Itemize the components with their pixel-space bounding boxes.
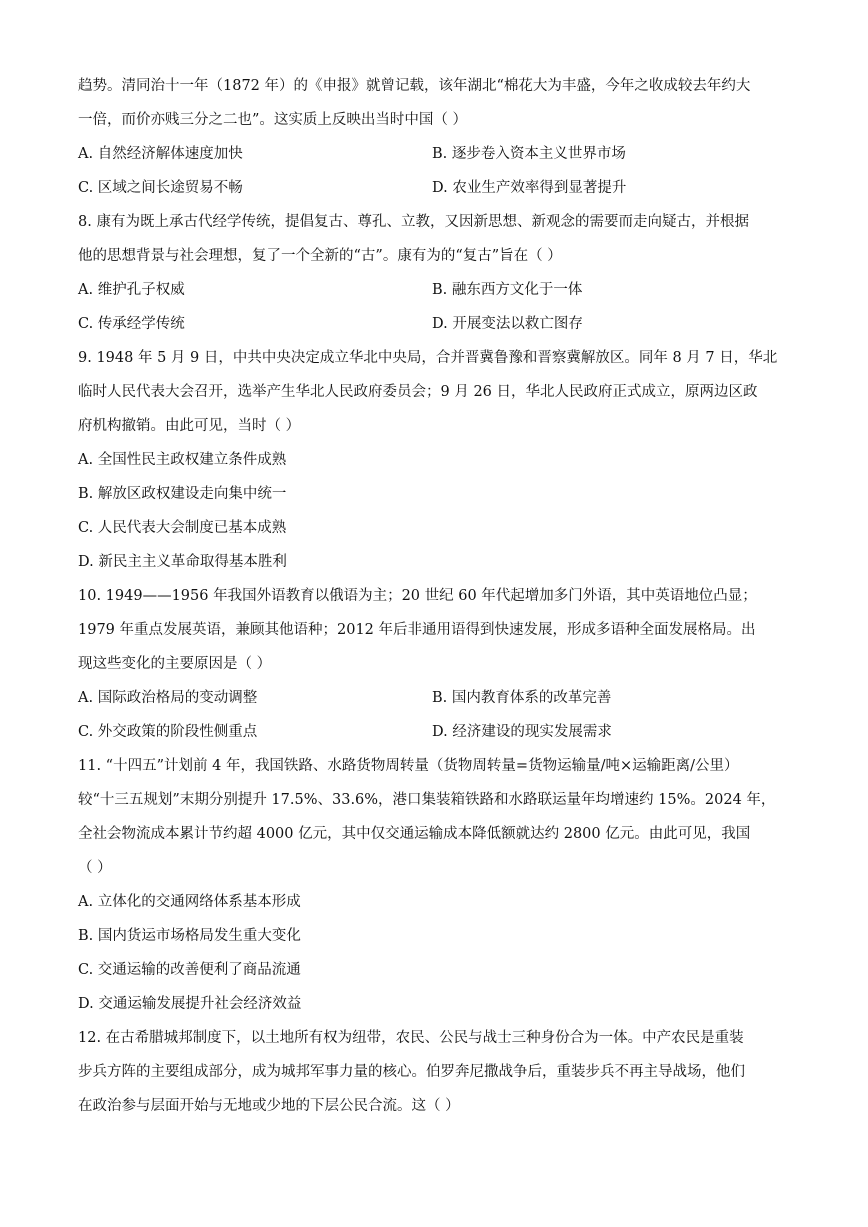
q9-stem-line-1: 9. 1948 年 5 月 9 日，中共中央决定成立华北中央局，合并晋冀鲁豫和晋察冀解放区。同年 8 月 7 日，华北 — [78, 350, 778, 366]
q9-option-b: B. 解放区政权建设走向集中统一 — [78, 486, 287, 502]
q7-option-c: C. 区域之间长途贸易不畅 — [78, 180, 243, 196]
q10-stem-line-3: 现这些变化的主要原因是（ ） — [78, 656, 272, 672]
q11-stem-line-4: （ ） — [78, 860, 112, 876]
q7-option-a: A. 自然经济解体速度加快 — [78, 146, 243, 162]
q11-stem-line-2: 较“十三五规划”末期分别提升 17.5%、33.6%，港口集装箱铁路和水路联运量年均增速约 15%。2024 年， — [78, 792, 776, 808]
q11-option-a: A. 立体化的交通网络体系基本形成 — [78, 894, 301, 910]
q11-option-d: D. 交通运输发展提升社会经济效益 — [78, 996, 302, 1012]
q12-stem-line-1: 12. 在古希腊城邦制度下，以土地所有权为纽带，农民、公民与战士三种身份合为一体。中产农民是重装 — [78, 1030, 744, 1046]
q9-option-a: A. 全国性民主政权建立条件成熟 — [78, 452, 287, 468]
q8-option-c: C. 传承经学传统 — [78, 316, 185, 332]
q12-stem-line-2: 步兵方阵的主要组成部分，成为城邦军事力量的核心。伯罗奔尼撒战争后，重装步兵不再主导战场，他们 — [78, 1064, 745, 1080]
q8-option-a: A. 维护孔子权威 — [78, 282, 185, 298]
q10-stem-line-2: 1979 年重点发展英语，兼顾其他语种；2012 年后非通用语得到快速发展，形成多语种全面发展格局。出 — [78, 622, 756, 638]
q8-option-b: B. 融东西方文化于一体 — [432, 282, 583, 298]
q10-option-d: D. 经济建设的现实发展需求 — [432, 724, 612, 740]
q8-stem-line-2: 他的思想背景与社会理想，复了一个全新的“古”。康有为的“复古”旨在（ ） — [78, 248, 562, 264]
q12-stem-line-3: 在政治参与层面开始与无地或少地的下层公民合流。这（ ） — [78, 1098, 460, 1114]
q7-option-d: D. 农业生产效率得到显著提升 — [432, 180, 627, 196]
q11-option-b: B. 国内货运市场格局发生重大变化 — [78, 928, 301, 944]
q7-stem-line-1: 趋势。清同治十一年（1872 年）的《申报》就曾记载，该年湖北“棉花大为丰盛，今年之收成较去年约大 — [78, 78, 751, 94]
q9-option-d: D. 新民主主义革命取得基本胜利 — [78, 554, 287, 570]
q9-stem-line-3: 府机构撤销。由此可见，当时（ ） — [78, 418, 301, 434]
q7-option-b: B. 逐步卷入资本主义世界市场 — [432, 146, 626, 162]
q10-stem-line-1: 10. 1949——1956 年我国外语教育以俄语为主；20 世纪 60 年代起增加多门外语，其中英语地位凸显； — [78, 588, 757, 604]
q11-stem-line-1: 11. “十四五”计划前 4 年，我国铁路、水路货物周转量（货物周转量=货物运输量/吨×运输距离/公里） — [78, 758, 739, 774]
q8-option-d: D. 开展变法以救亡图存 — [432, 316, 583, 332]
q9-option-c: C. 人民代表大会制度已基本成熟 — [78, 520, 287, 536]
q10-option-c: C. 外交政策的阶段性侧重点 — [78, 724, 258, 740]
q9-stem-line-2: 临时人民代表大会召开，选举产生华北人民政府委员会；9 月 26 日，华北人民政府正式成立，原两边区政 — [78, 384, 758, 400]
q11-option-c: C. 交通运输的改善便利了商品流通 — [78, 962, 301, 978]
q10-option-b: B. 国内教育体系的改革完善 — [432, 690, 612, 706]
q7-stem-line-2: 一倍，而价亦贱三分之二也”。这实质上反映出当时中国（ ） — [78, 112, 468, 128]
q8-stem-line-1: 8. 康有为既上承古代经学传统，提倡复古、尊孔、立教，又因新思想、新观念的需要而走向疑古，并根据 — [78, 214, 749, 230]
q10-option-a: A. 国际政治格局的变动调整 — [78, 690, 258, 706]
q11-stem-line-3: 全社会物流成本累计节约超 4000 亿元，其中仅交通运输成本降低额就达约 2800 亿元。由此可见，我国 — [78, 826, 751, 842]
